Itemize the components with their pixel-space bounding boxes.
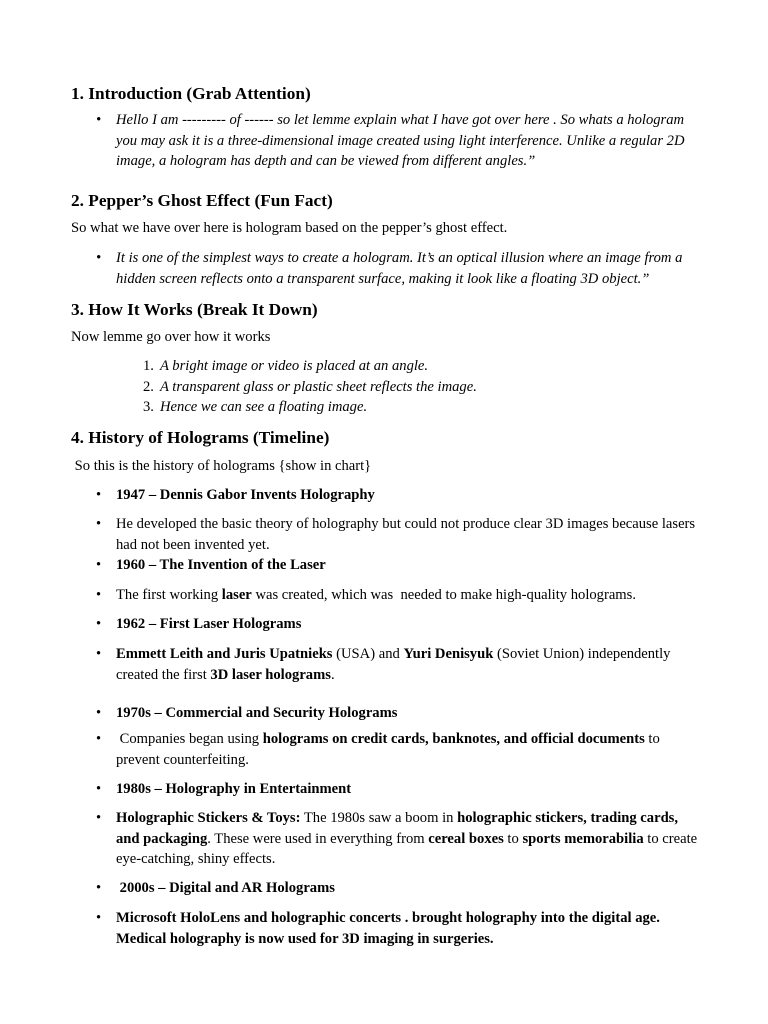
timeline-1947-heading xyxy=(96,485,701,506)
peppers-ghost-bullet xyxy=(96,248,701,289)
bullet-dot: • xyxy=(96,616,102,632)
section-1-heading: 1. Introduction (Grab Attention) xyxy=(71,84,311,103)
timeline-1947-title: 1947 – Dennis Gabor Invents Holography xyxy=(116,487,375,503)
section-3-intro: Now lemme go over how it works xyxy=(71,329,271,345)
bullet-dot: • xyxy=(96,781,102,797)
timeline-1970s-text-a: Companies began using xyxy=(116,731,263,747)
security-holograms-term: holograms on credit cards, banknotes, and official documents xyxy=(262,731,645,747)
timeline-1947-text: He developed the basic theory of holography but could not produce clear 3D images because lasers had not been invented yet. xyxy=(116,516,696,553)
bullet-dot: • xyxy=(96,587,102,603)
section-3-heading: 3. How It Works (Break It Down) xyxy=(71,300,318,319)
bullet-dot: • xyxy=(96,516,102,532)
timeline-1962-text-f: . xyxy=(330,666,335,683)
step-number: 2. xyxy=(143,379,154,395)
bullet-dot: • xyxy=(96,910,102,926)
timeline-1970s-title: 1970s – Commercial and Security Holograms xyxy=(116,705,398,721)
timeline-1962-title: 1962 – First Laser Holograms xyxy=(116,616,302,632)
timeline-1970s-detail xyxy=(96,729,701,770)
section-4-intro: So this is the history of holograms {show in chart} xyxy=(71,458,372,474)
laser-term: laser xyxy=(221,587,252,603)
timeline-1960-heading xyxy=(96,555,701,576)
timeline-1962-text-b: (USA) and xyxy=(332,646,404,662)
timeline-1960-detail xyxy=(96,585,701,606)
timeline-1962-heading xyxy=(96,614,701,635)
step-text: A transparent glass or plastic sheet reflects the image. xyxy=(160,379,477,395)
section-4-heading: 4. History of Holograms (Timeline) xyxy=(71,428,330,447)
timeline-1960-text-a: The first working xyxy=(116,587,222,603)
timeline-1970s-text-c: to prevent counterfeiting. xyxy=(116,731,660,768)
stickers-cards-term: holographic stickers, trading cards, and packaging xyxy=(116,810,679,847)
step-text: A bright image or video is placed at an angle. xyxy=(160,358,429,374)
step-text: Hence we can see a floating image. xyxy=(160,399,368,415)
step-item xyxy=(143,397,368,418)
timeline-1962-text-d: (Soviet Union) independently created the first xyxy=(116,646,671,683)
timeline-1970s-heading xyxy=(96,703,701,724)
timeline-1980s-text-b: The 1980s saw a boom in xyxy=(300,810,458,826)
cereal-boxes-term: cereal boxes xyxy=(428,830,504,847)
peppers-ghost-text: It is one of the simplest ways to create a hologram. It’s an optical illusion where an image from a hidden screen reflects onto a transparent surface, making it look like a floating 3D object.” xyxy=(116,250,683,287)
leith-upatnieks: Emmett Leith and Juris Upatnieks xyxy=(116,646,333,662)
step-item xyxy=(143,356,429,377)
intro-bullet xyxy=(96,110,701,172)
bullet-dot: • xyxy=(96,557,102,573)
timeline-2000s-title: 2000s – Digital and AR Holograms xyxy=(116,880,335,896)
step-item xyxy=(143,377,477,398)
timeline-2000s-detail xyxy=(96,908,701,949)
timeline-1980s-title: 1980s – Holography in Entertainment xyxy=(116,781,352,797)
step-number: 1. xyxy=(143,358,154,374)
section-2-intro: So what we have over here is hologram based on the pepper’s ghost effect. xyxy=(71,220,508,236)
bullet-dot: • xyxy=(96,705,102,721)
timeline-1947-detail xyxy=(96,514,701,555)
timeline-2000s-heading xyxy=(96,878,701,899)
timeline-1980s-text-h: to create eye-catching, shiny effects. xyxy=(116,830,698,867)
step-number: 3. xyxy=(143,399,154,415)
timeline-1980s-text-d: . These were used in everything from xyxy=(207,830,429,847)
bullet-dot: • xyxy=(96,810,102,826)
denisyuk: Yuri Denisyuk xyxy=(403,646,494,662)
timeline-1962-detail xyxy=(96,644,701,685)
laser-holograms-term: 3D laser holograms xyxy=(210,666,331,683)
intro-text: Hello I am --------- of ------ so let lemme explain what I have got over here . So whats a hologram you may ask it is a three-dimensional image created using light interference. Unlike a regular 2D image, a hologram has depth and can be viewed from different angles.” xyxy=(116,112,685,169)
timeline-1980s-heading xyxy=(96,779,701,800)
bullet-dot: • xyxy=(96,646,102,662)
section-2-heading: 2. Pepper’s Ghost Effect (Fun Fact) xyxy=(71,191,333,210)
timeline-1980s-text-f: to xyxy=(503,830,523,847)
timeline-1960-title: 1960 – The Invention of the Laser xyxy=(116,557,326,573)
timeline-1960-text-c: was created, which was needed to make high-quality holograms. xyxy=(251,587,636,603)
bullet-dot: • xyxy=(96,731,102,747)
bullet-dot: • xyxy=(96,112,102,128)
timeline-2000s-text: Microsoft HoloLens and holographic concerts . brought holography into the digital age. Medical holography is now used for 3D imaging in surgeries. xyxy=(116,910,660,947)
sports-memorabilia-term: sports memorabilia xyxy=(522,830,644,847)
bullet-dot: • xyxy=(96,880,102,896)
stickers-toys-label: Holographic Stickers & Toys: xyxy=(116,810,301,826)
timeline-1980s-detail xyxy=(96,808,701,870)
bullet-dot: • xyxy=(96,487,102,503)
bullet-dot: • xyxy=(96,250,102,266)
